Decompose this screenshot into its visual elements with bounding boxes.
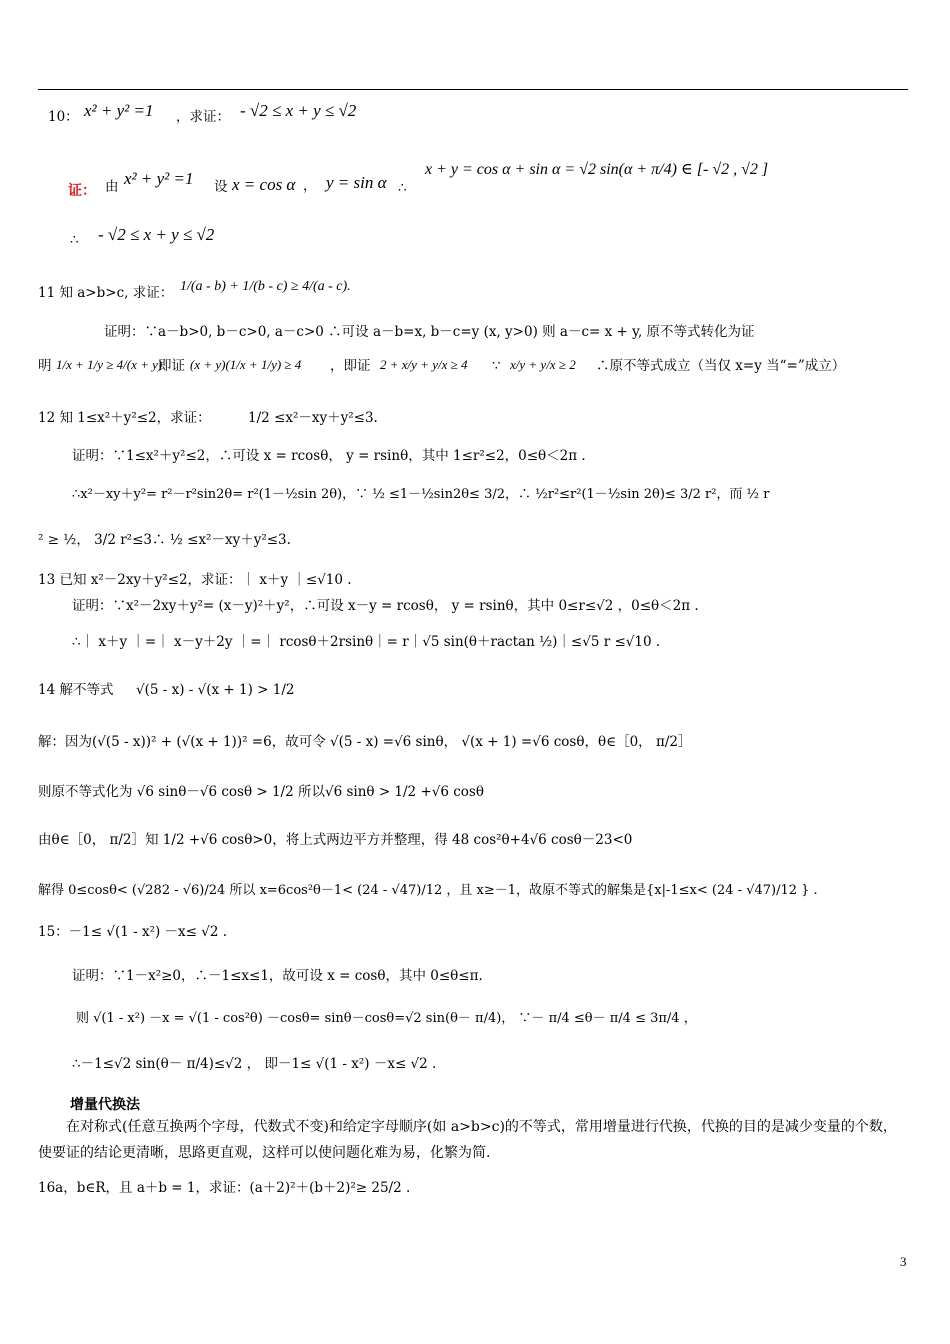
proof-result: x + y = cos α + sin α = √2 sin(α + π/4) ∈ [- √2 , √2 ] xyxy=(425,161,769,178)
problem-15-head xyxy=(0,922,950,950)
text: ，即证 xyxy=(330,358,371,374)
problem-13-head xyxy=(0,570,950,598)
section-heading: 增量代换法 xyxy=(70,1097,140,1113)
problem-11-text: 11 知 a>b>c, 求证： xyxy=(38,285,174,301)
problem-13-proof-1 xyxy=(0,596,950,624)
problem-16-text: 16a，b∈R，且 a＋b = 1，求证：(a＋2)²＋(b＋2)²≥ 25/2 . xyxy=(38,1180,411,1196)
problem-15-proof-text: ∴－1≤√2 sin(θ－ π/4)≤√2 ， 即－1≤ √(1 - x²) －x≤ √2 . xyxy=(72,1056,437,1072)
problem-12-head xyxy=(0,404,950,432)
problem-15-text: 15：－1≤ √(1 - x²) －x≤ √2 . xyxy=(38,924,228,940)
problem-11-inequality: 1/(a - b) + 1/(b - c) ≥ 4/(a - c). xyxy=(180,279,351,294)
problem-14-sol-2 xyxy=(0,782,950,810)
problem-10-final xyxy=(0,222,950,250)
proof-sub-y: y = sin α xyxy=(326,173,387,192)
text: ∴原不等式成立（当仅 x=y 当“=”成立） xyxy=(596,358,846,374)
problem-12-text: 12 知 1≤x²＋y²≤2，求证： xyxy=(38,410,211,426)
problem-10-goal: - √2 ≤ x + y ≤ √2 xyxy=(240,101,357,120)
problem-12-proof-2 xyxy=(0,484,950,512)
problem-15-proof-text: 证明：∵1－x²≥0，∴－1≤x≤1，故可设 x = cosθ，其中 0≤θ≤π. xyxy=(72,968,483,984)
problem-10-condition: x² + y² =1 xyxy=(84,101,154,120)
problem-14-sol-3 xyxy=(0,830,950,858)
proof-label: 证： xyxy=(68,183,96,199)
problem-14-head xyxy=(0,680,950,708)
problem-15-proof-2 xyxy=(0,1008,950,1036)
problem-11-proof-text: 证明：∵a－b>0, b－c>0, a－c>0 ∴可设 a－b=x, b－c=y (x, y>0) 则 a－c= x + y, 原不等式转化为证 xyxy=(104,324,755,340)
problem-13-text: 13 已知 x²－2xy＋y²≤2，求证：｜ x＋y ｜≤√10 . xyxy=(38,572,352,588)
problem-14-solution-text: 解：因为(√(5 - x))² + (√(x + 1))² =6，故可令 √(5 - x) =√6 sinθ， √(x + 1) =√6 cosθ，θ∈［0， π/2］ xyxy=(38,734,692,750)
problem-10-ask: ，求证： xyxy=(176,109,230,125)
problem-10-line xyxy=(0,100,950,128)
problem-14-solution-text: 解得 0≤cosθ< (√282 - √6)/24 所以 x=6cos²θ－1< (24 - √47)/12 ，且 x≥－1，故原不等式的解集是{x|-1≤x< (24 - √47)/12 } . xyxy=(38,883,818,898)
problem-12-proof-text: 证明：∵1≤x²＋y²≤2，∴可设 x = rcosθ， y = rsinθ，其中 1≤r²≤2，0≤θ＜2π . xyxy=(72,448,586,464)
problem-11-head xyxy=(0,278,950,318)
problem-12-goal: 1/2 ≤x²－xy＋y²≤3. xyxy=(248,410,378,426)
problem-14-solution-text: 由θ∈［0， π/2］知 1/2 +√6 cosθ>0，将上式两边平方并整理，得 48 cos²θ+4√6 cosθ－23<0 xyxy=(38,832,633,848)
problem-15-proof-text: 则 √(1 - x²) －x = √(1 - cos²θ) －cosθ= sinθ－cosθ=√2 sin(θ－ π/4)， ∵－ π/4 ≤θ－ π/4 ≤ 3π/4 ， xyxy=(76,1011,697,1026)
proof-comma: ， xyxy=(303,178,317,194)
problem-12-proof-3 xyxy=(0,530,950,558)
text: 明 xyxy=(38,358,52,374)
problem-14-sol-1 xyxy=(0,732,950,760)
because-symbol: ∵ xyxy=(492,358,501,374)
problem-13-proof-text: ∴｜ x＋y ｜=｜ x－y＋2y ｜=｜ rcosθ＋2rsinθ｜= r｜√5 sin(θ＋ractan ½)｜≤√5 r ≤√10 . xyxy=(72,634,661,650)
section-paragraph: 在对称式(任意互换两个字母，代数式不变)和给定字母顺序(如 a>b>c)的不等式，常用增量进行代换，代换的目的是减少变量的个数，使要证的结论更清晰，思路更直观，这样可以使问题化难为易，化繁为简. xyxy=(38,1119,897,1161)
proof-you: 由 xyxy=(105,179,119,195)
problem-14-inequality: √(5 - x) - √(x + 1) > 1/2 xyxy=(136,682,295,698)
problem-13-proof-2 xyxy=(0,632,950,660)
formula: (x + y)(1/x + 1/y) ≥ 4 xyxy=(190,357,302,372)
page-number: 3 xyxy=(900,1254,907,1269)
therefore-symbol: ∴ xyxy=(398,180,407,196)
problem-10-proof-line xyxy=(0,160,950,199)
problem-15-proof-3 xyxy=(0,1054,950,1082)
header-rule xyxy=(38,89,908,90)
problem-12-proof-text: ² ≥ ½， 3/2 r²≤3∴ ½ ≤x²－xy＋y²≤3. xyxy=(38,532,291,548)
problem-12-proof-text: ∴x²－xy＋y²= r²－r²sin2θ= r²(1－½sin 2θ)，∵ ½ ≤1－½sin2θ≤ 3/2，∴ ½r²≤r²(1－½sin 2θ)≤ 3/2 r²，而 ½ r xyxy=(72,487,770,502)
problem-14-text: 14 解不等式 xyxy=(38,682,114,698)
problem-16-head xyxy=(0,1178,950,1206)
problem-14-solution-text: 则原不等式化为 √6 sinθ－√6 cosθ > 1/2 所以√6 sinθ > 1/2 +√6 cosθ xyxy=(38,784,484,800)
problem-14-sol-4 xyxy=(0,880,950,908)
proof-condition: x² + y² =1 xyxy=(124,169,194,188)
problem-11-proof-1 xyxy=(0,322,950,350)
text: 即证 xyxy=(158,358,185,374)
problem-11-proof-2 xyxy=(0,350,950,384)
proof-sub-x: x = cos α xyxy=(232,175,296,194)
therefore-symbol: ∴ xyxy=(70,232,79,248)
problem-10-final-ineq: - √2 ≤ x + y ≤ √2 xyxy=(98,225,215,244)
problem-15-proof-1 xyxy=(0,966,950,994)
formula: x/y + y/x ≥ 2 xyxy=(510,357,576,372)
formula: 1/x + 1/y ≥ 4/(x + y) xyxy=(56,357,163,372)
problem-13-proof-text: 证明：∵x²－2xy＋y²= (x－y)²＋y²，∴可设 x－y = rcosθ， y = rsinθ，其中 0≤r≤√2 ，0≤θ＜2π . xyxy=(72,598,699,614)
problem-12-proof-1 xyxy=(0,446,950,474)
problem-10-label: 10： xyxy=(48,109,79,125)
formula: 2 + x/y + y/x ≥ 4 xyxy=(380,357,468,372)
proof-set: 设 xyxy=(214,179,228,195)
